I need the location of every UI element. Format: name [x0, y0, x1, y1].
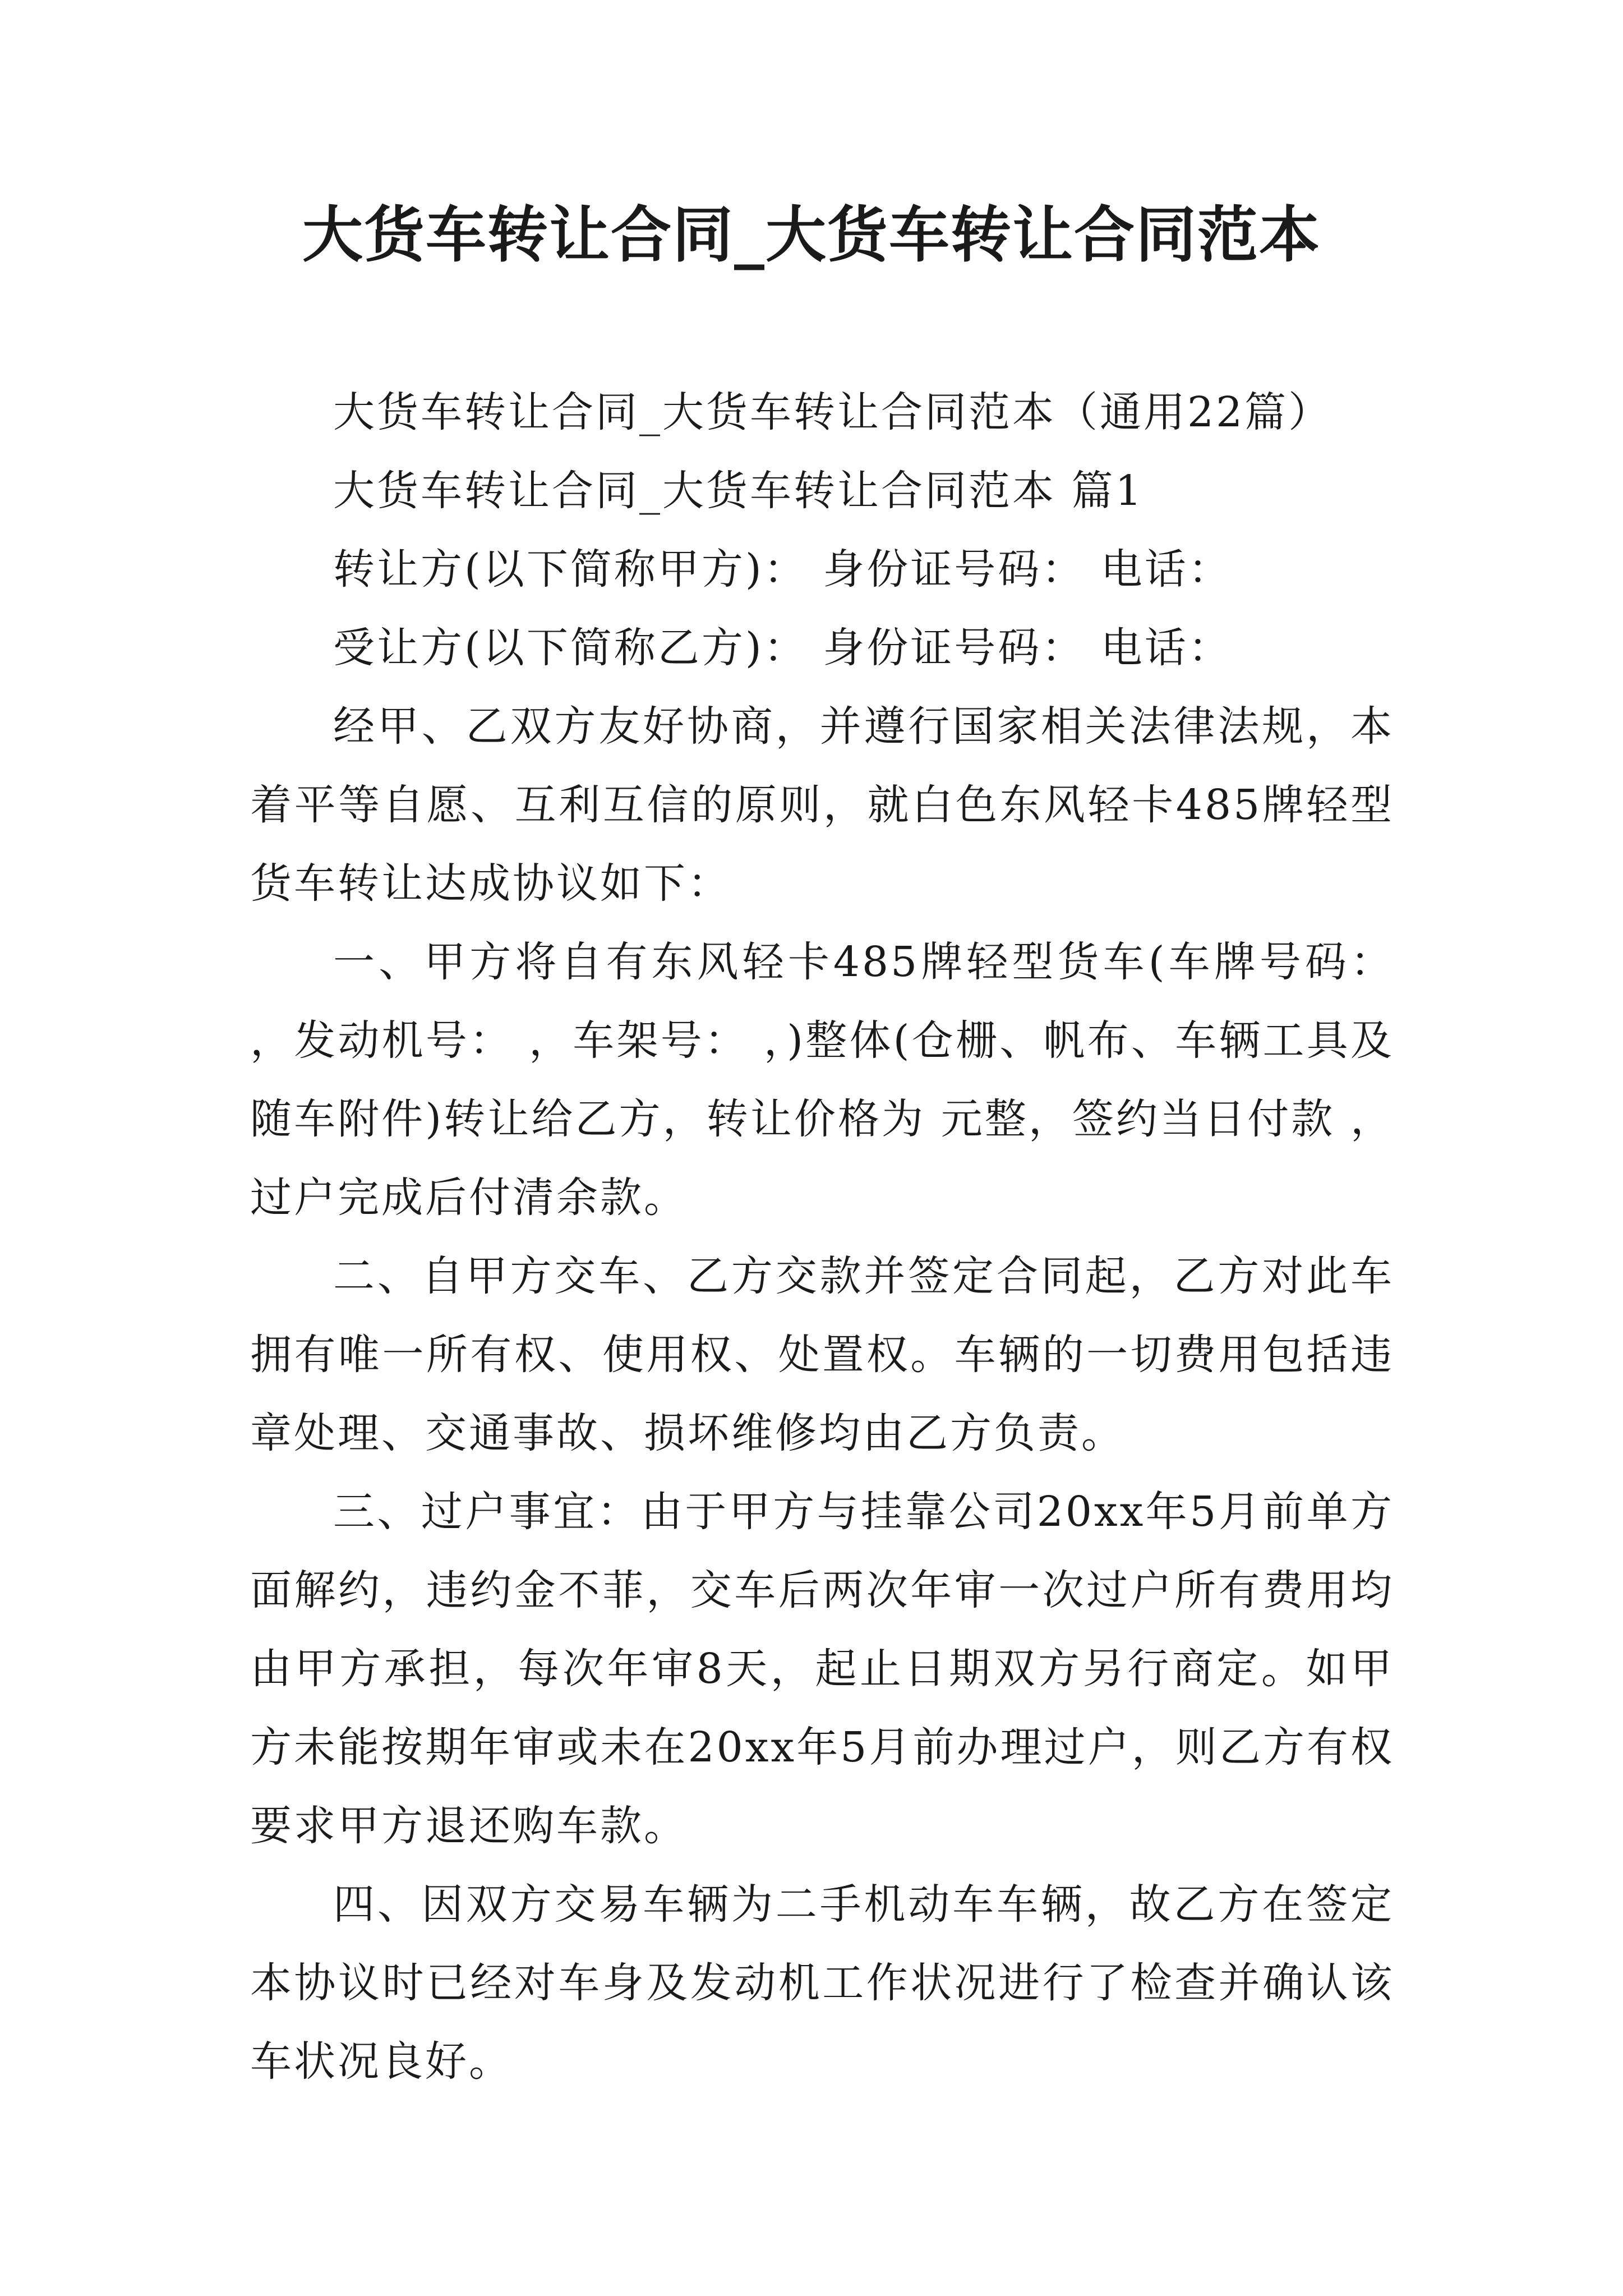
paragraph-clause-4: 四、因双方交易车辆为二手机动车车辆，故乙方在签定本协议时已经对车身及发动机工作状况进行了检查并确认该车状况良好。 [250, 1880, 1394, 2086]
paragraph-subtitle: 大货车转让合同_大货车转让合同范本（通用22篇） [333, 388, 1332, 436]
document-title: 大货车转让合同_大货车转让合同范本 [302, 200, 1321, 270]
paragraph-clause-1: 一、甲方将自有东风轻卡485牌轻型货车(车牌号码： ，发动机号： ，车架号： ，)整体(仓栅、帆布、车辆工具及随车附件)转让给乙方，转让价格为 元整，签约当日付款 ，过户完成后付清余款。 [250, 938, 1394, 1222]
paragraph-clause-3: 三、过户事宜：由于甲方与挂靠公司20xx年5月前单方面解约，违约金不菲，交车后两次年审一次过户所有费用均由甲方承担，每次年审8天，起止日期双方另行商定。如甲方未能按期年审或未在20xx年5月前办理过户，则乙方有权要求甲方退还购车款。 [250, 1488, 1394, 1850]
paragraph-clause-2: 二、自甲方交车、乙方交款并签定合同起，乙方对此车拥有唯一所有权、使用权、处置权。车辆的一切费用包括违章处理、交通事故、损坏维修均由乙方负责。 [250, 1252, 1394, 1457]
paragraph-section-heading: 大货车转让合同_大货车转让合同范本 篇1 [333, 467, 1144, 515]
paragraph-party-a: 转让方(以下简称甲方)： 身份证号码： 电话： [333, 545, 1232, 593]
paragraph-preamble: 经甲、乙双方友好协商，并遵行国家相关法律法规，本着平等自愿、互利互信的原则，就白色东风轻卡485牌轻型货车转让达成协议如下： [250, 702, 1394, 908]
paragraph-party-b: 受让方(以下简称乙方)： 身份证号码： 电话： [333, 624, 1232, 672]
document-body [250, 373, 1394, 2101]
